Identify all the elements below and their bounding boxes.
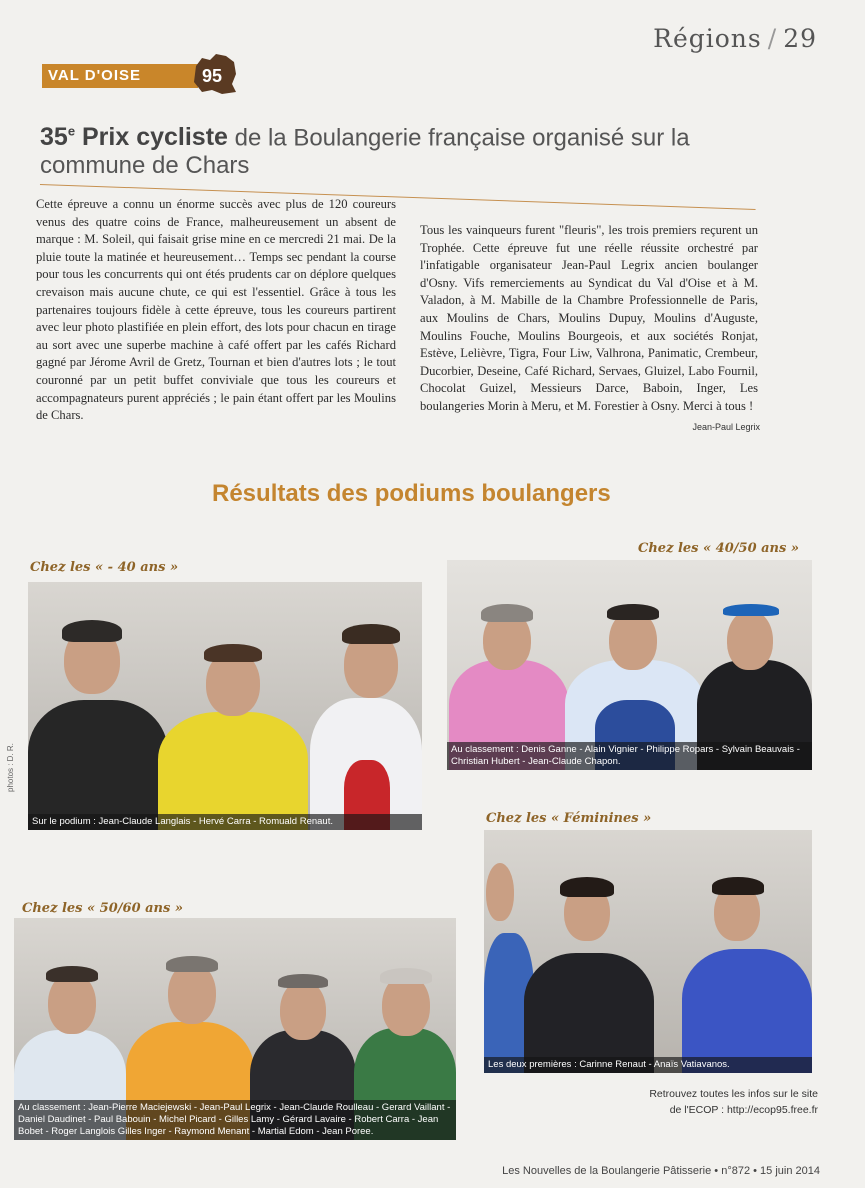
photo-credit: photos : D. R. xyxy=(6,743,15,792)
section-name: Régions xyxy=(653,24,762,53)
section-header xyxy=(653,24,817,53)
page-footer: Les Nouvelles de la Boulangerie Pâtisserie • n°872 • 15 juin 2014 xyxy=(502,1165,820,1177)
title-lead-text: Prix cycliste xyxy=(75,123,228,152)
region-label: VAL D'OISE xyxy=(42,64,198,88)
article-column-right: Tous les vainqueurs furent "fleuris", les trois premiers reçurent un Trophée. Cette épreuve fut une réelle réussite orchestré par l'infatigable organisateur Jean-Paul Legrix ancien boulanger d'Osny. Vifs remerciements au Syndicat du Val d'Oise et à M. Valadon, à M. Mabille de la Chambre Professionnelle de Paris, aux Moulins de Chars, Moulins Dupuy, Moulins d'Auguste, Moulins Fouche, Moulins Bourgeois, et aux sociétés Ronjat, Estève, Lelièvre, Tigra, Four Liw, Valhrona, Panimatic, Crembeur, Ducorbier, Deseine, Café Richard, Servaes, Gluizel, Labo Fournil, Chocolat Guizel, Messieurs Darce, Baboin, Inger, Les boulangeries Morin à Meru, et M. Forestier à Osny. Merci à tous ! xyxy=(420,223,758,413)
photo-caption: Les deux premières : Carinne Renaut - Anaïs Vatiavanos. xyxy=(484,1057,812,1073)
rider-figure xyxy=(682,873,812,1073)
page-number: 29 xyxy=(783,24,817,53)
title-rest: de la Boulangerie française organisé sur la commune de Chars xyxy=(40,124,690,180)
category-label-40-50: Chez les « 40/50 ans » xyxy=(638,541,799,556)
photo-caption: Au classement : Denis Ganne - Alain Vignier - Philippe Ropars - Sylvain Beauvais - Christian Hubert - Jean-Claude Chapon. xyxy=(447,742,812,770)
rider-figure xyxy=(310,604,422,830)
photo-under-40 xyxy=(28,582,422,830)
title-lead xyxy=(40,123,228,151)
photo-40-50 xyxy=(447,560,812,770)
photo-caption: Sur le podium : Jean-Claude Langlais - Hervé Carra - Romuald Renaut. xyxy=(28,814,422,830)
region-badge xyxy=(42,52,242,98)
info-line: Retrouvez toutes les infos sur le site xyxy=(649,1088,818,1100)
photo-feminines xyxy=(484,830,812,1073)
info-box xyxy=(640,1086,818,1118)
photo-caption: Au classement : Jean-Pierre Maciejewski - Jean-Paul Legrix - Jean-Claude Roulleau - Gerard Vaillant - Daniel Daudinet - Paul Babouin - Michel Picard - Gilles Lamy - Gérard Lavaire - Robert Carra - Jean Bobet - Roger Langlois Gilles Inger - Raymond Menant - Martial Edom - Jean Poree. xyxy=(14,1100,456,1140)
photo-50-60 xyxy=(14,918,456,1140)
info-link[interactable]: de l'ECOP : http://ecop95.free.fr xyxy=(669,1104,818,1116)
header-separator: / xyxy=(767,24,778,53)
results-title: Résultats des podiums boulangers xyxy=(212,480,611,507)
article-column-left: Cette épreuve a connu un énorme succès avec plus de 120 coureurs venus des quatre coins de France, malheureusement un absent de marque : M. Soleil, qui faisait grise mine en ce mercredi 21 mai. De la pluie toute la matinée et heureusement… Temps sec pendant la course pour tous les concurrents qui ont étés prudents car on déplore quelques crevaison mais aucune chute, ce qui est l'essentiel. Grâce à tous les partenaires toujours fidèle à cette épreuve, tous les coureurs partirent avec leur photo plastifiée en plein effort, des lots pour chacun en tirage au sort avec une superbe machine à café offert par les cafés Richard gagné par Jérome Avril de Gretz, Tournan et bien d'autres lots ; le tout couronné par un petit buffet conviviale que tous les coureurs et accompagnateurs purent appréciés ; le pain étant offert par les Moulins de Chars. xyxy=(36,197,396,423)
article-title xyxy=(40,118,800,180)
rider-figure xyxy=(148,620,318,830)
title-ordinal: e xyxy=(67,124,76,139)
category-label-feminines: Chez les « Féminines » xyxy=(486,811,652,826)
department-number: 95 xyxy=(201,66,223,86)
category-label-under-40: Chez les « - 40 ans » xyxy=(30,560,179,575)
rider-figure xyxy=(28,600,168,830)
article-signature: Jean-Paul Legrix xyxy=(692,422,760,432)
rider-figure xyxy=(524,873,654,1073)
category-label-50-60: Chez les « 50/60 ans » xyxy=(22,901,183,916)
title-number: 35 xyxy=(40,123,68,152)
